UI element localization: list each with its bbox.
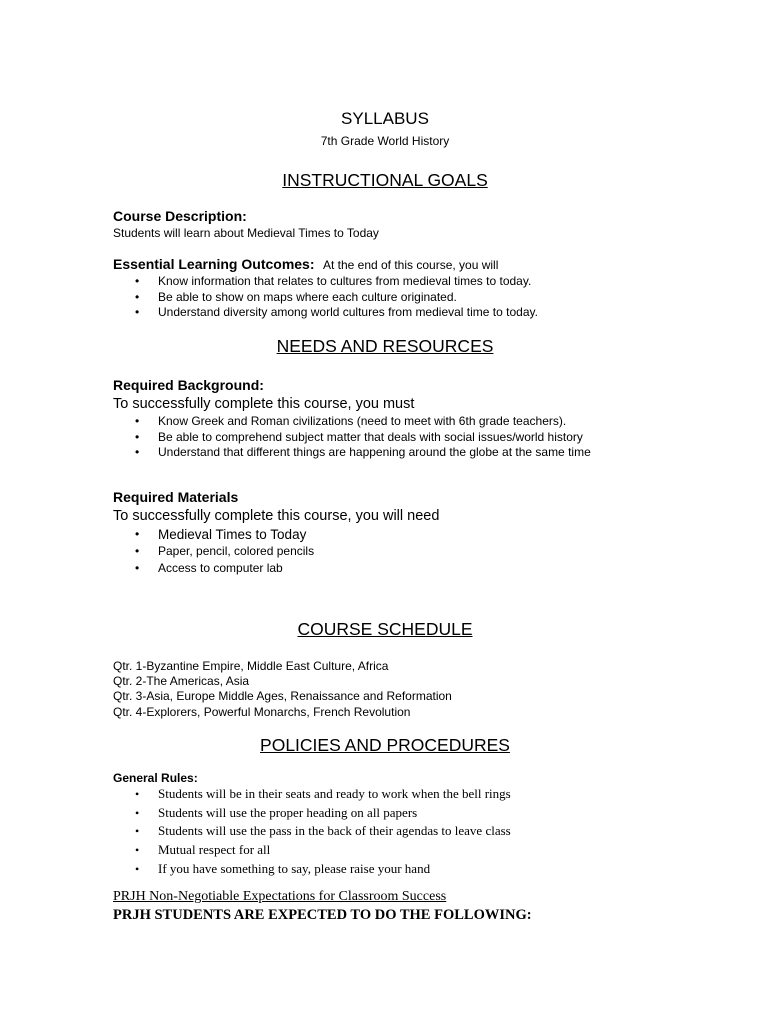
course-description-text: Students will learn about Medieval Times to Today — [113, 226, 379, 240]
list-item: Qtr. 3-Asia, Europe Middle Ages, Renaissance and Reformation — [113, 689, 452, 704]
course-description-label: Course Description: — [113, 208, 247, 224]
list-item: Qtr. 1-Byzantine Empire, Middle East Culture, Africa — [113, 659, 389, 673]
section-heading-policies: POLICIES AND PROCEDURES — [260, 735, 510, 755]
required-background-list — [113, 414, 591, 461]
list-item: • Medieval Times to Today — [113, 526, 314, 543]
expectations-title: PRJH Non-Negotiable Expectations for Classroom Success — [113, 889, 447, 904]
required-background-intro: To successfully complete this course, you must — [113, 396, 415, 412]
outcomes-intro: At the end of this course, you will — [322, 258, 499, 272]
course-schedule-list — [113, 659, 452, 720]
list-item: • Be able to comprehend subject matter that deals with social issues/world history — [113, 430, 591, 446]
general-rules-list — [113, 785, 511, 878]
list-item: Qtr. 2-The Americas, Asia — [113, 674, 250, 689]
list-item: • Students will be in their seats and ready to work when the bell rings — [113, 785, 511, 804]
page-subtitle: 7th Grade World History — [320, 134, 450, 148]
list-item: • Understand that different things are happening around the globe at the same time — [113, 445, 591, 461]
list-item: • Access to computer lab — [113, 560, 314, 577]
outcomes-label: Essential Learning Outcomes: — [113, 256, 315, 272]
section-heading-needs-resources: NEEDS AND RESOURCES — [276, 336, 494, 356]
page-title: SYLLABUS — [341, 109, 429, 128]
required-materials-label: Required Materials — [113, 489, 239, 505]
section-heading-course-schedule: COURSE SCHEDULE — [297, 619, 473, 639]
outcomes-list — [113, 274, 538, 321]
list-item: • Students will use the pass in the back of their agendas to leave class — [113, 822, 511, 841]
list-item: • Know Greek and Roman civilizations (need to meet with 6th grade teachers). — [113, 414, 591, 430]
list-item: • Students will use the proper heading on all papers — [113, 804, 511, 823]
list-item: • Know information that relates to cultures from medieval times to today. — [113, 274, 538, 290]
list-item: Qtr. 4-Explorers, Powerful Monarchs, French Revolution — [113, 704, 411, 719]
required-background-label: Required Background: — [113, 377, 264, 393]
outcomes-line — [113, 256, 498, 274]
list-item: • Be able to show on maps where each culture originated. — [113, 290, 538, 306]
required-materials-intro: To successfully complete this course, you will need — [113, 508, 440, 524]
section-heading-instructional-goals: INSTRUCTIONAL GOALS — [282, 170, 488, 190]
expectations-subtitle: PRJH STUDENTS ARE EXPECTED TO DO THE FOLLOWING: — [113, 907, 532, 923]
list-item: • Understand diversity among world cultures from medieval time to today. — [113, 305, 538, 321]
list-item: • If you have something to say, please raise your hand — [113, 860, 511, 879]
list-item: • Mutual respect for all — [113, 841, 511, 860]
required-materials-list — [113, 526, 314, 577]
general-rules-label: General Rules: — [113, 771, 198, 785]
list-item: • Paper, pencil, colored pencils — [113, 543, 314, 560]
